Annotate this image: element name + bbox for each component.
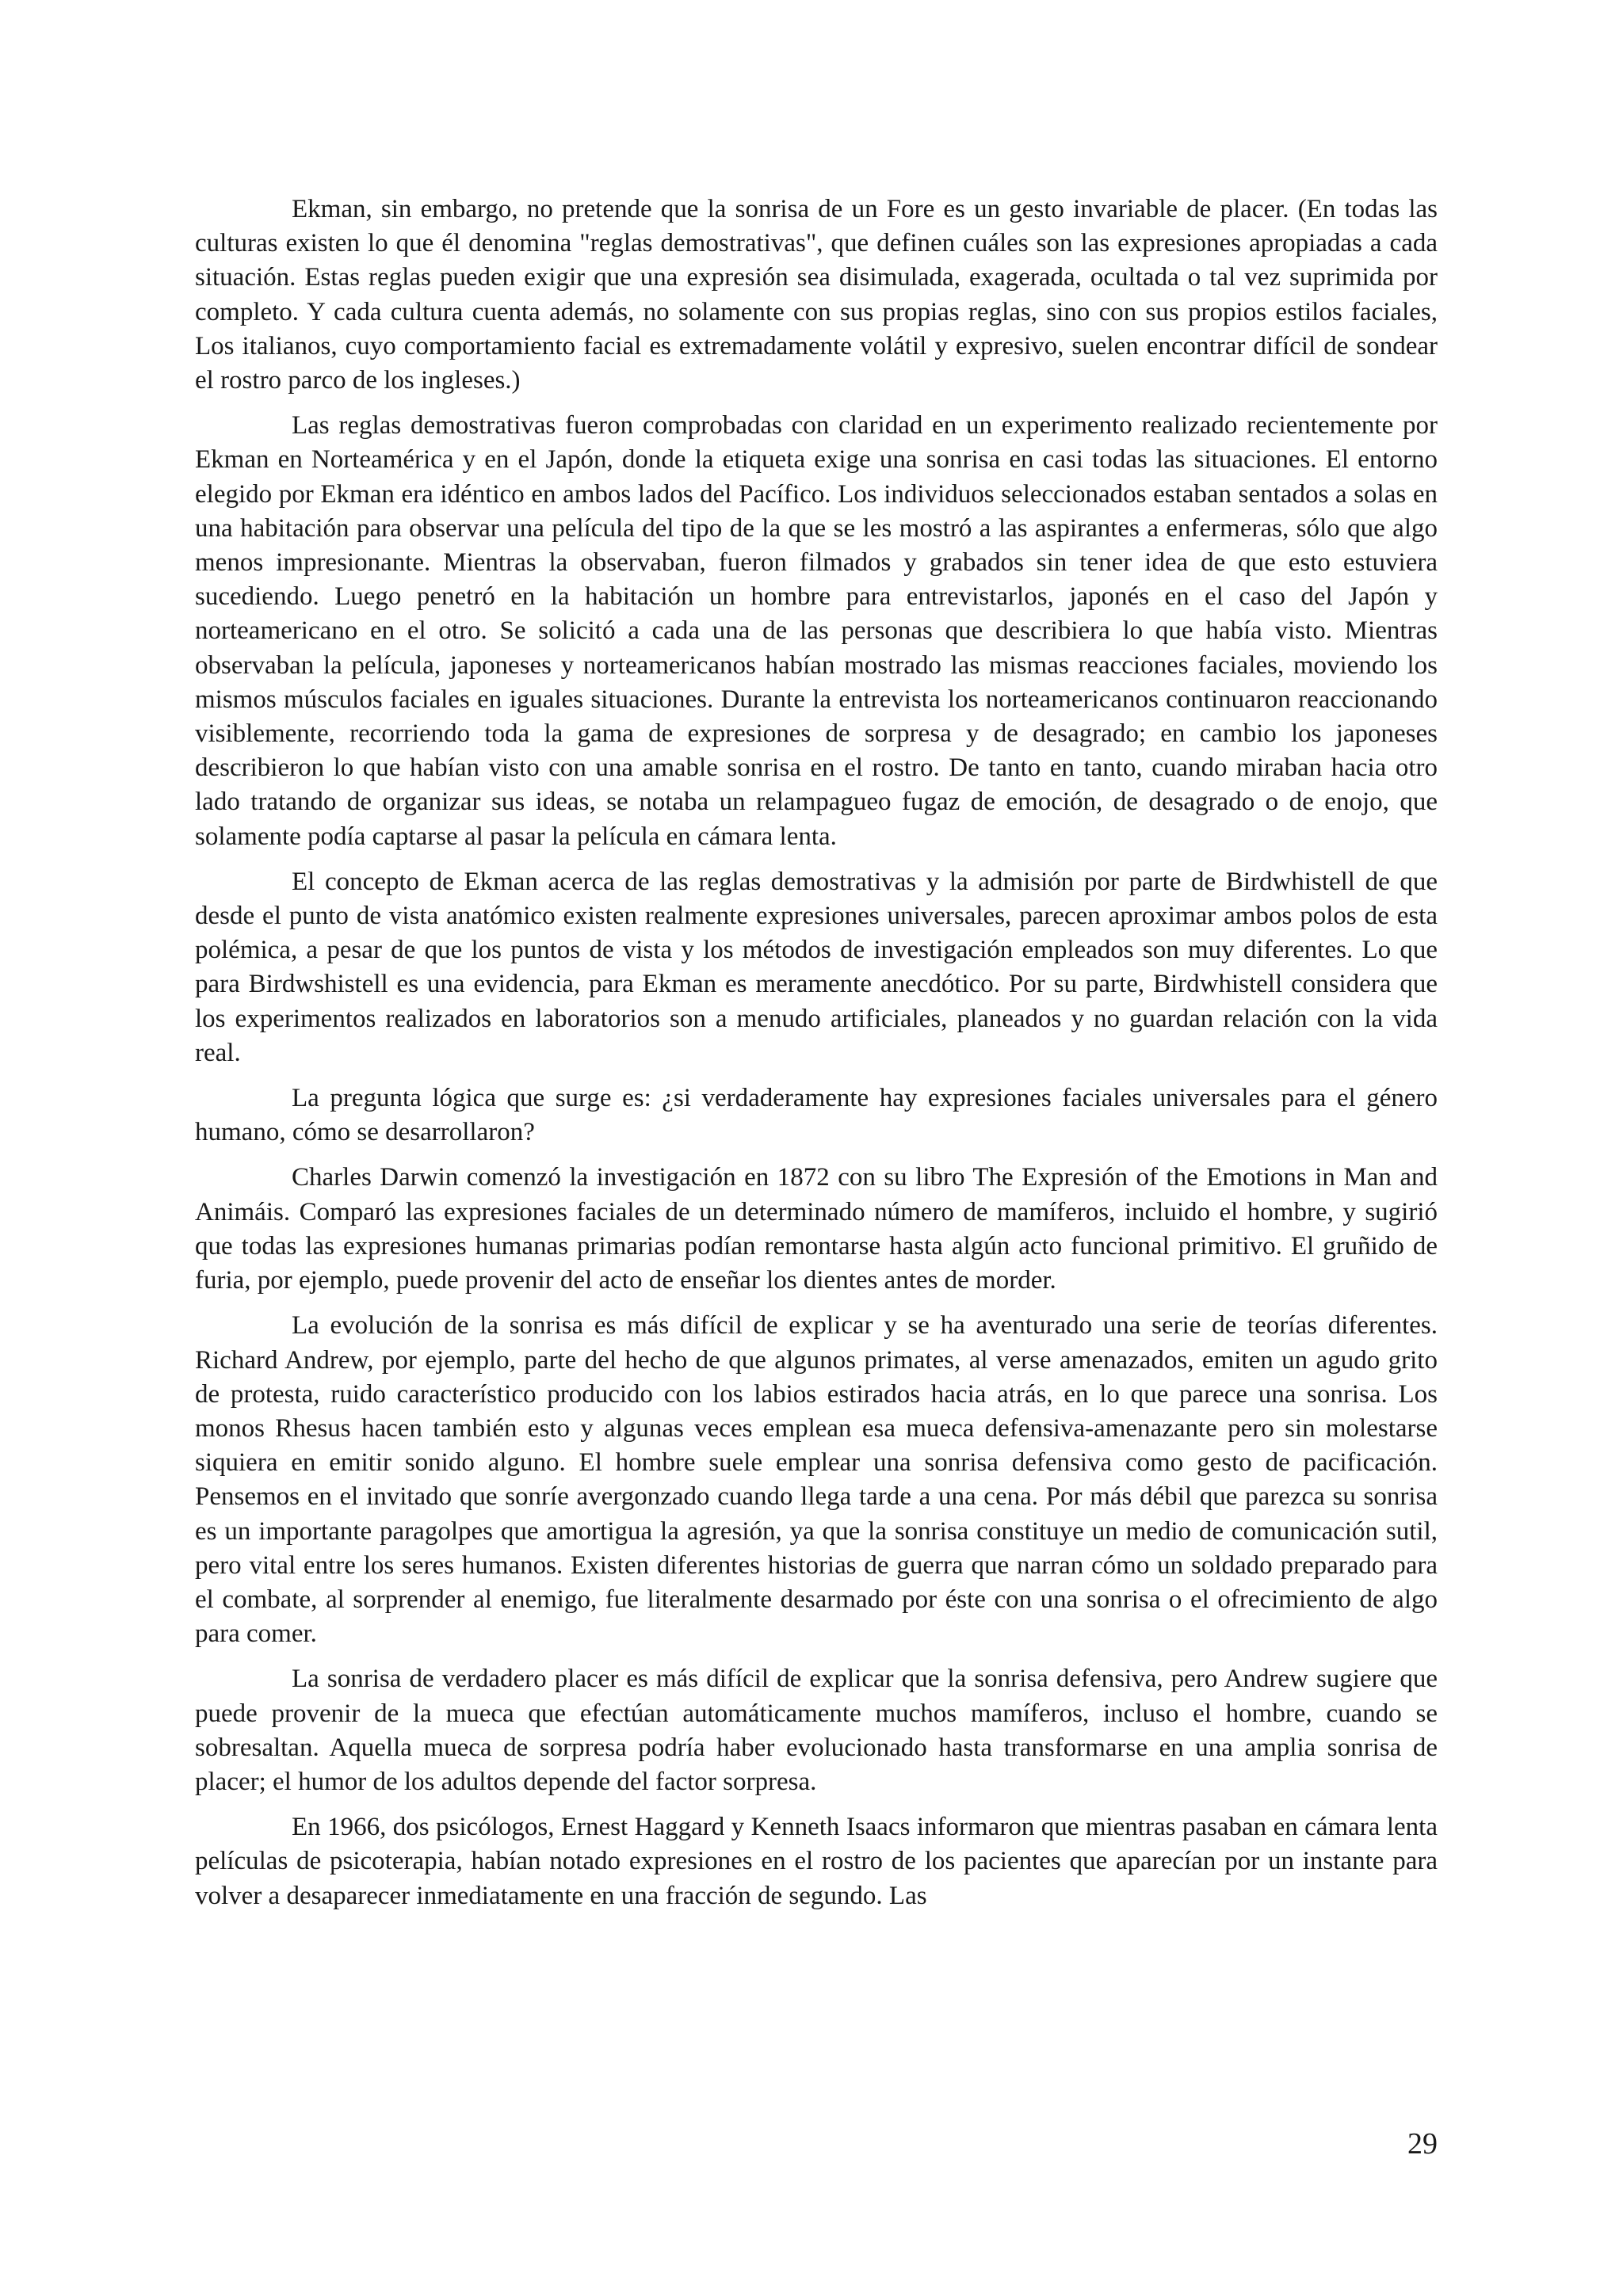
paragraph-4: La pregunta lógica que surge es: ¿si verdaderamente hay expresiones faciales universales para el género humano, cómo se desarrollaron? — [195, 1084, 1438, 1147]
paragraph-3: El concepto de Ekman acerca de las reglas demostrativas y la admisión por parte de Birdwhistell de que desde el punto de vista anatómico existen realmente expresiones universales, parecen aproximar ambos polos de esta polémica, a pesar de que los puntos de vista y los métodos de investigación empleados son muy diferentes. Lo que para Birdwshistell es una evidencia, para Ekman es meramente anecdótico. Por su parte, Birdwhistell considera que los experimentos realizados en laboratorios son a menudo artificiales, planeados y no guardan relación con la vida real. — [195, 867, 1438, 1067]
page-number: 29 — [1407, 2127, 1438, 2161]
paragraph-7: La sonrisa de verdadero placer es más difícil de explicar que la sonrisa defensiva, pero Andrew sugiere que puede provenir de la mueca que efectúan automáticamente muchos mamíferos, incluso el hombre, cuando se sobresaltan. Aquella mueca de sorpresa podría haber evolucionado hasta transformarse en una amplia sonrisa de placer; el humor de los adultos depende del factor sorpresa. — [195, 1665, 1438, 1796]
paragraph-1: Ekman, sin embargo, no pretende que la sonrisa de un Fore es un gesto invariable de placer. (En todas las culturas existen lo que él denomina "reglas demostrativas", que definen cuáles son las expresiones apropiadas a cada situación. Estas reglas pueden exigir que una expresión sea disimulada, exagerada, ocultada o tal vez suprimida por completo. Y cada cultura cuenta además, no solamente con sus propias reglas, sino con sus propios estilos faciales, Los italianos, cuyo comportamiento facial es extremadamente volátil y expresivo, suelen encontrar difícil de sondear el rostro parco de los ingleses.) — [195, 195, 1438, 395]
body-text — [195, 193, 1438, 1924]
paragraph-5: Charles Darwin comenzó la investigación en 1872 con su libro The Expresión of the Emotions in Man and Animáis. Comparó las expresiones faciales de un determinado número de mamíferos, incluido el hombre, y sugirió que todas las expresiones humanas primarias podían remontarse hasta algún acto funcional primitivo. El gruñido de furia, por ejemplo, puede provenir del acto de enseñar los dientes antes de morder. — [195, 1163, 1438, 1295]
paragraph-8: En 1966, dos psicólogos, Ernest Haggard y Kenneth Isaacs informaron que mientras pasaban en cámara lenta películas de psicoterapia, habían notado expresiones en el rostro de los pacientes que aparecían por un instante para volver a desaparecer inmediatamente en una fracción de segundo. Las — [195, 1813, 1438, 1910]
paragraph-2: Las reglas demostrativas fueron comprobadas con claridad en un experimento realizado recientemente por Ekman en Norteamérica y en el Japón, donde la etiqueta exige una sonrisa en casi todas las situaciones. El entorno elegido por Ekman era idéntico en ambos lados del Pacífico. Los individuos seleccionados estaban sentados a solas en una habitación para observar una película del tipo de la que se les mostró a las aspirantes a enfermeras, sólo que algo menos impresionante. Mientras la observaban, fueron filmados y grabados sin tener idea de que esto estuviera sucediendo. Luego penetró en la habitación un hombre para entrevistarlos, japonés en el caso del Japón y norteamericano en el otro. Se solicitó a cada una de las personas que describiera lo que había visto. Mientras observaban la película, japoneses y norteamericanos habían mostrado las mismas reacciones faciales, moviendo los mismos músculos faciales en iguales situaciones. Durante la entrevista los norteamericanos continuaron reaccionando visiblemente, recorriendo toda la gama de expresiones de sorpresa y de desagrado; en cambio los japoneses describieron lo que habían visto con una amable sonrisa en el rostro. De tanto en tanto, cuando miraban hacia otro lado tratando de organizar sus ideas, se notaba un relampagueo fugaz de emoción, de desagrado o de enojo, que solamente podía captarse al pasar la película en cámara lenta. — [195, 411, 1438, 851]
paragraph-6: La evolución de la sonrisa es más difícil de explicar y se ha aventurado una serie de teorías diferentes. Richard Andrew, por ejemplo, parte del hecho de que algunos primates, al verse amenazados, emiten un agudo grito de protesta, ruido característico producido con los labios estirados hacia atrás, en lo que parece una sonrisa. Los monos Rhesus hacen también esto y algunas veces emplean esa mueca defensiva-amenazante pero sin molestarse siquiera en emitir sonido alguno. El hombre suele emplear una sonrisa defensiva como gesto de pacificación. Pensemos en el invitado que sonríe avergonzado cuando llega tarde a una cena. Por más débil que parezca su sonrisa es un importante paragolpes que amortigua la agresión, ya que la sonrisa constituye un medio de comunicación sutil, pero vital entre los seres humanos. Existen diferentes historias de guerra que narran cómo un soldado preparado para el combate, al sorprender al enemigo, fue literalmente desarmado por éste con una sonrisa o el ofrecimiento de algo para comer. — [195, 1311, 1438, 1649]
